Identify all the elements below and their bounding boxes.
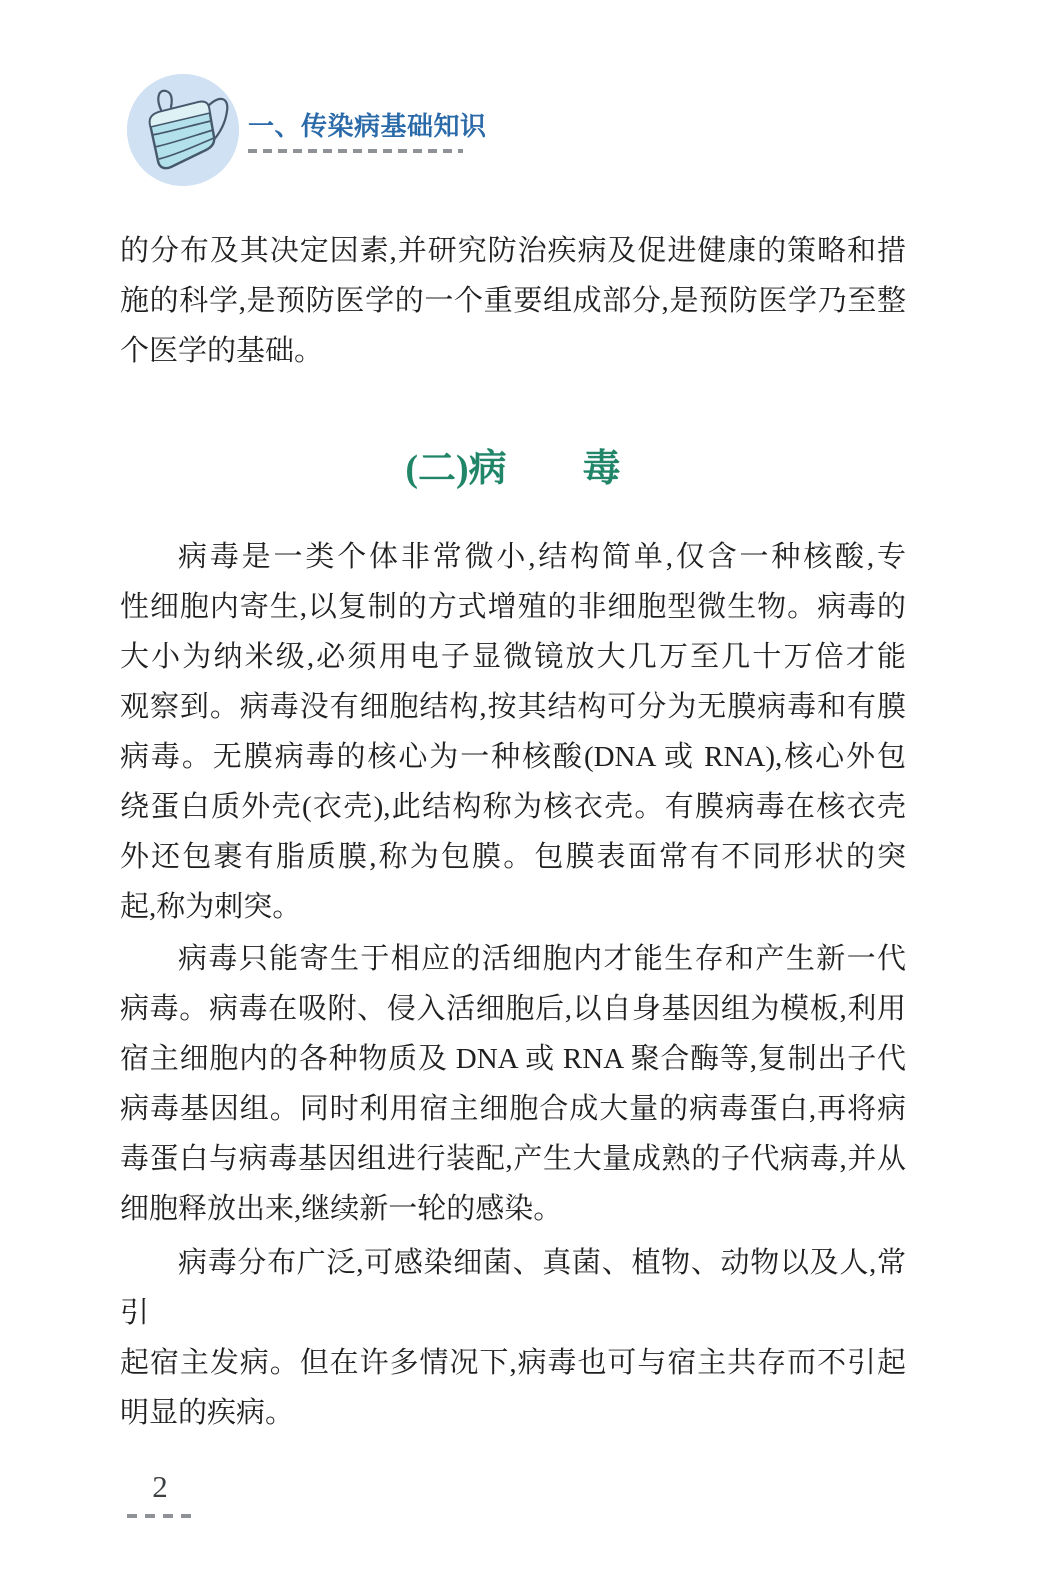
text-line: 的分布及其决定因素,并研究防治疾病及促进健康的策略和措 [120, 235, 906, 267]
text-line: 施的科学,是预防医学的一个重要组成部分,是预防医学乃至整 [120, 285, 906, 317]
text-line: 病毒基因组。同时利用宿主细胞合成大量的病毒蛋白,再将病 [120, 1093, 906, 1125]
text-line: 病毒是一类个体非常微小,结构简单,仅含一种核酸,专 [178, 541, 906, 573]
text-line: 病毒只能寄生于相应的活细胞内才能生存和产生新一代 [178, 943, 906, 975]
paragraph [120, 532, 906, 932]
text-line: 毒蛋白与病毒基因组进行装配,产生大量成熟的子代病毒,并从 [120, 1143, 906, 1175]
text-line: 性细胞内寄生,以复制的方式增殖的非细胞型微生物。病毒的 [120, 591, 906, 623]
text-line: 明显的疾病。 [120, 1397, 295, 1429]
text-line: 细胞释放出来,继续新一轮的感染。 [120, 1193, 563, 1225]
paragraph [120, 226, 906, 376]
text-line: 起宿主发病。但在许多情况下,病毒也可与宿主共存而不引起 [120, 1347, 906, 1379]
text-line: 病毒。病毒在吸附、侵入活细胞后,以自身基因组为模板,利用 [120, 993, 906, 1025]
text-line: 外还包裹有脂质膜,称为包膜。包膜表面常有不同形状的突 [120, 841, 906, 873]
section-heading: (二)病 毒 [405, 448, 621, 490]
text-line: 个医学的基础。 [120, 335, 324, 367]
text-line: 观察到。病毒没有细胞结构,按其结构可分为无膜病毒和有膜 [120, 691, 906, 723]
page-number: 2 [152, 1469, 168, 1504]
text-line: 绕蛋白质外壳(衣壳),此结构称为核衣壳。有膜病毒在核衣壳 [120, 791, 906, 823]
page-number-underline [127, 1514, 192, 1518]
chapter-title: 一、传染病基础知识 [248, 112, 487, 141]
face-mask-icon [127, 74, 239, 186]
paragraph [120, 1238, 906, 1438]
paragraph [120, 934, 906, 1234]
text-line: 病毒分布广泛,可感染细菌、真菌、植物、动物以及人,常引 [120, 1247, 906, 1329]
chapter-badge [127, 74, 239, 186]
text-line: 宿主细胞内的各种物质及 DNA 或 RNA 聚合酶等,复制出子代 [120, 1043, 906, 1075]
text-line: 起,称为刺突。 [120, 891, 302, 923]
text-line: 病毒。无膜病毒的核心为一种核酸(DNA 或 RNA),核心外包 [120, 741, 906, 773]
text-line: 大小为纳米级,必须用电子显微镜放大几万至几十万倍才能 [120, 641, 906, 673]
chapter-title-underline [248, 149, 463, 153]
